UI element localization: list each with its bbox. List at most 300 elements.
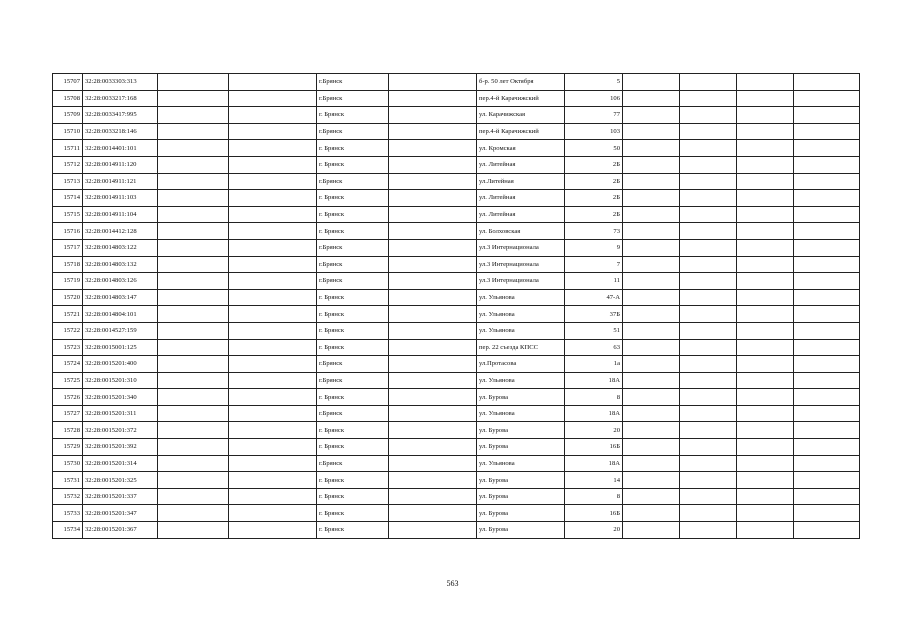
empty-cell [158, 472, 229, 489]
table-row [53, 505, 860, 522]
empty-cell [389, 239, 477, 256]
empty-cell [623, 356, 680, 373]
cadastral-number: 32:28:0014401:101 [83, 140, 158, 157]
empty-cell [737, 107, 794, 124]
street-cell: ул. Ульянова [477, 455, 565, 472]
empty-cell [158, 289, 229, 306]
city-cell: г. Брянск [317, 156, 389, 173]
empty-cell [229, 206, 317, 223]
empty-cell [794, 488, 860, 505]
empty-cell [229, 173, 317, 190]
empty-cell [623, 140, 680, 157]
empty-cell [389, 123, 477, 140]
empty-cell [737, 273, 794, 290]
house-cell: 5 [565, 74, 623, 91]
empty-cell [623, 289, 680, 306]
street-cell: б-р. 50 лет Октября [477, 74, 565, 91]
empty-cell [389, 356, 477, 373]
empty-cell [229, 273, 317, 290]
table-row [53, 422, 860, 439]
house-cell: 8 [565, 389, 623, 406]
empty-cell [389, 256, 477, 273]
empty-cell [794, 439, 860, 456]
empty-cell [623, 422, 680, 439]
empty-cell [623, 273, 680, 290]
empty-cell [794, 322, 860, 339]
empty-cell [680, 156, 737, 173]
empty-cell [229, 455, 317, 472]
street-cell: ул. Ульянова [477, 405, 565, 422]
empty-cell [623, 372, 680, 389]
row-number: 15712 [53, 156, 83, 173]
city-cell: г. Брянск [317, 206, 389, 223]
empty-cell [158, 455, 229, 472]
empty-cell [680, 439, 737, 456]
street-cell: ул.Литейная [477, 173, 565, 190]
empty-cell [737, 239, 794, 256]
empty-cell [158, 206, 229, 223]
empty-cell [623, 206, 680, 223]
table-row [53, 107, 860, 124]
house-cell: 2Б [565, 173, 623, 190]
empty-cell [737, 190, 794, 207]
empty-cell [680, 190, 737, 207]
empty-cell [794, 173, 860, 190]
city-cell: г. Брянск [317, 140, 389, 157]
empty-cell [737, 156, 794, 173]
empty-cell [794, 422, 860, 439]
city-cell: г. Брянск [317, 339, 389, 356]
cadastral-number: 32:28:0015201:367 [83, 522, 158, 539]
empty-cell [737, 74, 794, 91]
cadastral-number: 32:28:0015201:310 [83, 372, 158, 389]
registry-body [53, 74, 860, 539]
row-number: 15709 [53, 107, 83, 124]
empty-cell [680, 256, 737, 273]
house-cell: 37Б [565, 306, 623, 323]
row-number: 15720 [53, 289, 83, 306]
city-cell: г.Брянск [317, 239, 389, 256]
city-cell: г. Брянск [317, 289, 389, 306]
house-cell: 20 [565, 422, 623, 439]
house-cell: 16Б [565, 505, 623, 522]
cadastral-number: 32:28:0014412:128 [83, 223, 158, 240]
street-cell: ул. Ульянова [477, 306, 565, 323]
row-number: 15726 [53, 389, 83, 406]
empty-cell [389, 273, 477, 290]
house-cell: 51 [565, 322, 623, 339]
cadastral-number: 32:28:0033217:168 [83, 90, 158, 107]
cadastral-number: 32:28:0015001:125 [83, 339, 158, 356]
cadastral-number: 32:28:0033303:313 [83, 74, 158, 91]
cadastral-number: 32:28:0014527:159 [83, 322, 158, 339]
house-cell: 20 [565, 522, 623, 539]
empty-cell [737, 422, 794, 439]
house-cell: 14 [565, 472, 623, 489]
table-row [53, 223, 860, 240]
empty-cell [158, 339, 229, 356]
street-cell: ул.3 Интернационала [477, 273, 565, 290]
table-row [53, 522, 860, 539]
empty-cell [737, 472, 794, 489]
row-number: 15723 [53, 339, 83, 356]
empty-cell [794, 107, 860, 124]
cadastral-number: 32:28:0015201:337 [83, 488, 158, 505]
city-cell: г.Брянск [317, 74, 389, 91]
row-number: 15708 [53, 90, 83, 107]
empty-cell [737, 223, 794, 240]
table-row [53, 455, 860, 472]
city-cell: г. Брянск [317, 472, 389, 489]
empty-cell [623, 522, 680, 539]
empty-cell [389, 389, 477, 406]
empty-cell [389, 322, 477, 339]
city-cell: г.Брянск [317, 356, 389, 373]
table-row [53, 472, 860, 489]
empty-cell [737, 306, 794, 323]
table-row [53, 74, 860, 91]
empty-cell [794, 356, 860, 373]
empty-cell [680, 289, 737, 306]
row-number: 15722 [53, 322, 83, 339]
empty-cell [737, 289, 794, 306]
street-cell: ул. Бурова [477, 522, 565, 539]
table-row [53, 140, 860, 157]
empty-cell [229, 488, 317, 505]
empty-cell [158, 223, 229, 240]
street-cell: ул. Бурова [477, 505, 565, 522]
empty-cell [680, 339, 737, 356]
cadastral-number: 32:28:0014804:101 [83, 306, 158, 323]
cadastral-number: 32:28:0015201:340 [83, 389, 158, 406]
table-row [53, 488, 860, 505]
empty-cell [680, 422, 737, 439]
empty-cell [158, 74, 229, 91]
empty-cell [229, 107, 317, 124]
row-number: 15730 [53, 455, 83, 472]
house-cell: 2Б [565, 156, 623, 173]
empty-cell [794, 239, 860, 256]
empty-cell [158, 405, 229, 422]
house-cell: 9 [565, 239, 623, 256]
empty-cell [229, 289, 317, 306]
empty-cell [158, 522, 229, 539]
table-row [53, 289, 860, 306]
table-row [53, 206, 860, 223]
row-number: 15731 [53, 472, 83, 489]
empty-cell [229, 339, 317, 356]
empty-cell [623, 505, 680, 522]
table-row [53, 173, 860, 190]
table-row [53, 90, 860, 107]
empty-cell [389, 206, 477, 223]
empty-cell [389, 505, 477, 522]
street-cell: ул. Бурова [477, 389, 565, 406]
empty-cell [389, 488, 477, 505]
empty-cell [389, 455, 477, 472]
street-cell: пер. 22 съезда КПСС [477, 339, 565, 356]
empty-cell [158, 389, 229, 406]
empty-cell [680, 173, 737, 190]
empty-cell [623, 223, 680, 240]
house-cell: 63 [565, 339, 623, 356]
street-cell: ул. Литейная [477, 156, 565, 173]
house-cell: 106 [565, 90, 623, 107]
cadastral-number: 32:28:0014803:122 [83, 239, 158, 256]
empty-cell [229, 239, 317, 256]
row-number: 15714 [53, 190, 83, 207]
empty-cell [158, 372, 229, 389]
empty-cell [229, 322, 317, 339]
street-cell: ул. Бурова [477, 422, 565, 439]
house-cell: 2Б [565, 206, 623, 223]
empty-cell [158, 422, 229, 439]
empty-cell [794, 372, 860, 389]
empty-cell [158, 173, 229, 190]
empty-cell [680, 123, 737, 140]
table-row [53, 273, 860, 290]
empty-cell [680, 522, 737, 539]
cadastral-number: 32:28:0033417:995 [83, 107, 158, 124]
table-row [53, 339, 860, 356]
table-row [53, 239, 860, 256]
empty-cell [389, 306, 477, 323]
row-number: 15707 [53, 74, 83, 91]
house-cell: 77 [565, 107, 623, 124]
cadastral-number: 32:28:0014803:132 [83, 256, 158, 273]
empty-cell [623, 107, 680, 124]
empty-cell [229, 505, 317, 522]
empty-cell [389, 339, 477, 356]
empty-cell [737, 173, 794, 190]
empty-cell [229, 90, 317, 107]
street-cell: ул. Бурова [477, 439, 565, 456]
empty-cell [794, 389, 860, 406]
empty-cell [229, 156, 317, 173]
empty-cell [737, 140, 794, 157]
empty-cell [158, 90, 229, 107]
empty-cell [737, 206, 794, 223]
city-cell: г. Брянск [317, 505, 389, 522]
empty-cell [680, 74, 737, 91]
house-cell: 2Б [565, 190, 623, 207]
empty-cell [680, 107, 737, 124]
row-number: 15719 [53, 273, 83, 290]
cadastral-number: 32:28:0015201:314 [83, 455, 158, 472]
cadastral-number: 32:28:0014911:121 [83, 173, 158, 190]
registry-table [52, 73, 860, 539]
empty-cell [389, 223, 477, 240]
cadastral-number: 32:28:0015201:400 [83, 356, 158, 373]
empty-cell [389, 422, 477, 439]
street-cell: ул. Болховская [477, 223, 565, 240]
empty-cell [680, 322, 737, 339]
street-cell: ул. Ульянова [477, 322, 565, 339]
empty-cell [229, 190, 317, 207]
empty-cell [737, 505, 794, 522]
row-number: 15734 [53, 522, 83, 539]
empty-cell [737, 123, 794, 140]
empty-cell [737, 322, 794, 339]
empty-cell [680, 356, 737, 373]
empty-cell [794, 156, 860, 173]
table-row [53, 372, 860, 389]
empty-cell [229, 472, 317, 489]
empty-cell [680, 488, 737, 505]
empty-cell [389, 405, 477, 422]
empty-cell [680, 306, 737, 323]
empty-cell [158, 273, 229, 290]
city-cell: г. Брянск [317, 107, 389, 124]
empty-cell [680, 472, 737, 489]
city-cell: г.Брянск [317, 123, 389, 140]
street-cell: ул.Протасова [477, 356, 565, 373]
empty-cell [680, 455, 737, 472]
table-row [53, 190, 860, 207]
empty-cell [794, 472, 860, 489]
empty-cell [794, 90, 860, 107]
empty-cell [737, 256, 794, 273]
empty-cell [158, 439, 229, 456]
row-number: 15713 [53, 173, 83, 190]
empty-cell [389, 156, 477, 173]
row-number: 15716 [53, 223, 83, 240]
empty-cell [229, 74, 317, 91]
city-cell: г. Брянск [317, 422, 389, 439]
empty-cell [229, 306, 317, 323]
house-cell: 103 [565, 123, 623, 140]
empty-cell [158, 322, 229, 339]
empty-cell [389, 107, 477, 124]
row-number: 15728 [53, 422, 83, 439]
empty-cell [158, 256, 229, 273]
empty-cell [623, 74, 680, 91]
city-cell: г. Брянск [317, 190, 389, 207]
street-cell: ул. Ульянова [477, 289, 565, 306]
empty-cell [737, 372, 794, 389]
empty-cell [389, 289, 477, 306]
empty-cell [737, 439, 794, 456]
empty-cell [680, 239, 737, 256]
row-number: 15729 [53, 439, 83, 456]
city-cell: г.Брянск [317, 90, 389, 107]
street-cell: ул. Кромская [477, 140, 565, 157]
house-cell: 18А [565, 372, 623, 389]
city-cell: г. Брянск [317, 522, 389, 539]
street-cell: ул. Карачижская [477, 107, 565, 124]
empty-cell [680, 206, 737, 223]
empty-cell [158, 505, 229, 522]
city-cell: г.Брянск [317, 256, 389, 273]
cadastral-number: 32:28:0015201:347 [83, 505, 158, 522]
empty-cell [623, 256, 680, 273]
city-cell: г.Брянск [317, 273, 389, 290]
house-cell: 11 [565, 273, 623, 290]
empty-cell [794, 140, 860, 157]
street-cell: ул. Бурова [477, 488, 565, 505]
cadastral-number: 32:28:0014911:104 [83, 206, 158, 223]
empty-cell [794, 339, 860, 356]
row-number: 15717 [53, 239, 83, 256]
empty-cell [229, 405, 317, 422]
empty-cell [680, 273, 737, 290]
empty-cell [623, 472, 680, 489]
table-row [53, 156, 860, 173]
empty-cell [158, 123, 229, 140]
table-row [53, 306, 860, 323]
empty-cell [680, 505, 737, 522]
empty-cell [794, 190, 860, 207]
city-cell: г. Брянск [317, 223, 389, 240]
empty-cell [389, 472, 477, 489]
empty-cell [794, 505, 860, 522]
house-cell: 7 [565, 256, 623, 273]
empty-cell [794, 522, 860, 539]
empty-cell [389, 439, 477, 456]
row-number: 15732 [53, 488, 83, 505]
empty-cell [737, 522, 794, 539]
empty-cell [389, 190, 477, 207]
street-cell: пер.4-й Карачижский [477, 123, 565, 140]
row-number: 15733 [53, 505, 83, 522]
cadastral-number: 32:28:0014803:147 [83, 289, 158, 306]
row-number: 15715 [53, 206, 83, 223]
empty-cell [680, 372, 737, 389]
empty-cell [623, 389, 680, 406]
empty-cell [158, 356, 229, 373]
empty-cell [623, 190, 680, 207]
empty-cell [158, 156, 229, 173]
empty-cell [737, 90, 794, 107]
house-cell: 50 [565, 140, 623, 157]
empty-cell [158, 107, 229, 124]
empty-cell [680, 405, 737, 422]
empty-cell [389, 522, 477, 539]
house-cell: 8 [565, 488, 623, 505]
empty-cell [794, 256, 860, 273]
table-row [53, 439, 860, 456]
empty-cell [737, 389, 794, 406]
street-cell: ул. Бурова [477, 472, 565, 489]
page-number: 563 [446, 579, 459, 588]
row-number: 15725 [53, 372, 83, 389]
row-number: 15727 [53, 405, 83, 422]
empty-cell [229, 256, 317, 273]
cadastral-number: 32:28:0014911:120 [83, 156, 158, 173]
empty-cell [737, 356, 794, 373]
street-cell: ул.3 Интернационала [477, 256, 565, 273]
empty-cell [794, 455, 860, 472]
empty-cell [794, 273, 860, 290]
table-row [53, 389, 860, 406]
empty-cell [229, 439, 317, 456]
row-number: 15710 [53, 123, 83, 140]
house-cell: 1а [565, 356, 623, 373]
table-row [53, 356, 860, 373]
empty-cell [623, 322, 680, 339]
empty-cell [229, 372, 317, 389]
empty-cell [623, 173, 680, 190]
empty-cell [680, 389, 737, 406]
city-cell: г. Брянск [317, 488, 389, 505]
empty-cell [623, 123, 680, 140]
empty-cell [623, 90, 680, 107]
street-cell: ул.3 Интернационала [477, 239, 565, 256]
city-cell: г.Брянск [317, 455, 389, 472]
empty-cell [680, 140, 737, 157]
row-number: 15718 [53, 256, 83, 273]
row-number: 15721 [53, 306, 83, 323]
